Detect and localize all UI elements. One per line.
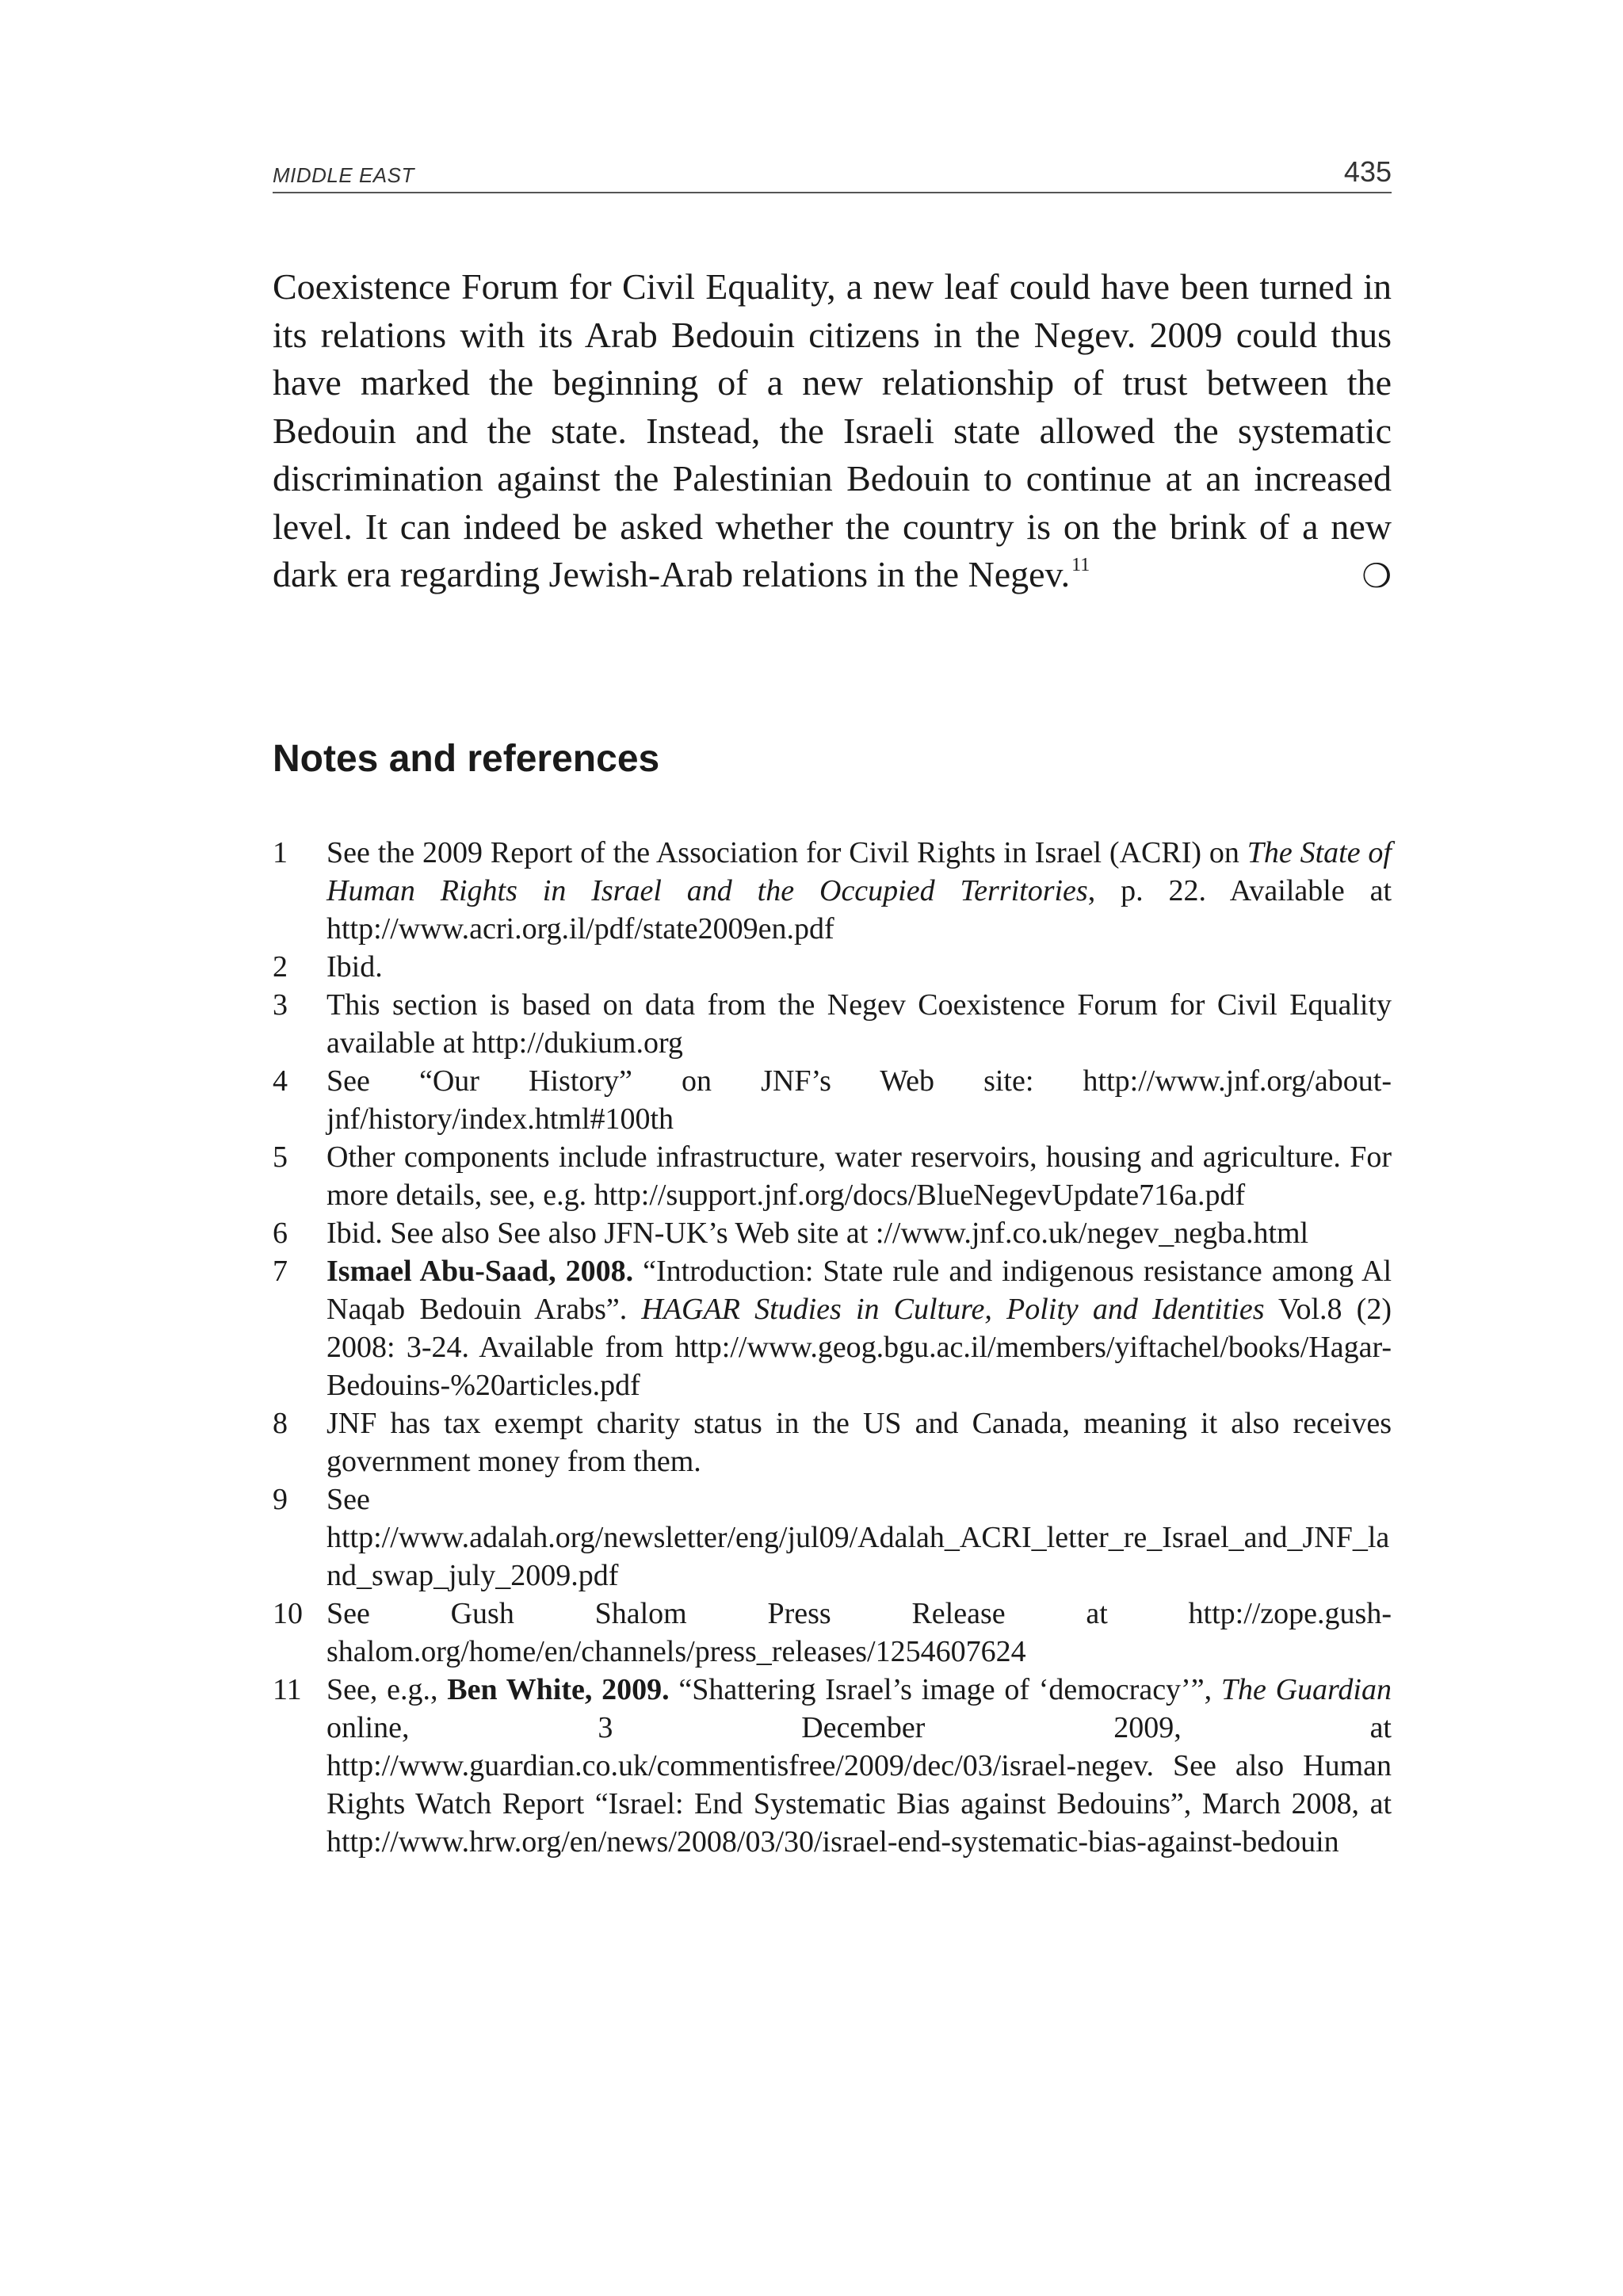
note-item: [273, 1214, 1392, 1252]
note-text: [327, 834, 1392, 948]
running-head: MIDDLE EAST: [273, 163, 414, 187]
note-journal-italic: HAGAR Studies in Culture, Polity and Identities: [641, 1293, 1265, 1326]
note-text: [327, 1252, 1392, 1404]
note-text-part: Vol.8 (2) 2008: 3-24. Available from http://www.geog.bgu.ac.il/members/yiftachel/books/Hagar-Bedouins-%20articles.pdf: [327, 1293, 1392, 1402]
note-text: This section is based on data from the Negev Coexistence Forum for Civil Equality available at http://dukium.org: [327, 988, 1392, 1060]
note-item: [273, 948, 1392, 986]
note-text: Other components include infrastructure, water reservoirs, housing and agriculture. For more details, see, e.g. http://support.jnf.org/docs/BlueNegevUpdate716a.pdf: [327, 1140, 1392, 1212]
note-title-italic: The State of Human Rights in Israel and the Occupied Territories: [327, 836, 1392, 907]
note-number: 11: [273, 1673, 302, 1706]
note-number: 6: [273, 1217, 288, 1250]
note-item: [273, 1062, 1392, 1138]
body-paragraph-text: Coexistence Forum for Civil Equality, a new leaf could have been turned in its relations with its Arab Bedouin citizens in the Negev. 2009 could thus have marked the beginning of a new relationship of trust between the Bedouin and the state. Instead, the Israeli state allowed the systematic discrimination against the Palestinian Bedouin to continue at an increased level. It can indeed be asked whether the country is on the brink of a new dark era regarding Jewish-Arab relations in the Negev.: [273, 266, 1392, 594]
note-text: See Gush Shalom Press Release at http://zope.gush-shalom.org/home/en/channels/press_releases/1254607624: [327, 1597, 1392, 1668]
note-author-bold: Ben White, 2009.: [447, 1673, 670, 1706]
note-item: [273, 1480, 1392, 1595]
note-text-part: See the 2009 Report of the Association for Civil Rights in Israel (ACRI) on: [327, 836, 1247, 869]
note-text: [327, 1671, 1392, 1861]
end-of-article-icon: ❍: [1361, 556, 1392, 595]
note-text-part: “Introduction: State rule and indigenous resistance among Al Naqab Bedouin Arabs”.: [327, 1255, 1392, 1326]
footnote-reference-link[interactable]: 11: [1071, 554, 1090, 575]
note-item: [273, 1671, 1392, 1861]
note-item: [273, 1252, 1392, 1404]
note-text-part: “Shattering Israel’s image of ‘democracy’”,: [669, 1673, 1221, 1706]
page-number: 435: [1343, 155, 1392, 188]
page-header: [273, 151, 1392, 193]
note-number: 1: [273, 836, 288, 869]
note-text: JNF has tax exempt charity status in the US and Canada, meaning it also receives government money from them.: [327, 1407, 1392, 1478]
note-number: 10: [273, 1597, 303, 1630]
note-item: [273, 1138, 1392, 1214]
note-text-part: , p. 22. Available at http://www.acri.org.il/pdf/state2009en.pdf: [327, 874, 1392, 946]
note-source-italic: The Guardian: [1220, 1673, 1392, 1706]
note-text: See “Our History” on JNF’s Web site: http://www.jnf.org/about-jnf/history/index.html#100th: [327, 1064, 1392, 1136]
note-number: 8: [273, 1407, 288, 1440]
note-number: 2: [273, 950, 288, 984]
note-item: [273, 986, 1392, 1062]
notes-list: [273, 834, 1392, 1861]
note-text: Ibid. See also See also JFN-UK’s Web site at ://www.jnf.co.uk/negev_negba.html: [327, 1217, 1309, 1250]
body-paragraph: [273, 263, 1392, 601]
note-text: Ibid.: [327, 950, 383, 984]
note-number: 7: [273, 1255, 288, 1288]
note-item: [273, 1595, 1392, 1671]
note-item: [273, 834, 1392, 948]
notes-section-title: Notes and references: [273, 738, 660, 780]
note-text-part: See, e.g.,: [327, 1673, 448, 1706]
note-text: See http://www.adalah.org/newsletter/eng/jul09/Adalah_ACRI_letter_re_Israel_and_JNF_land_swap_july_2009.pdf: [327, 1483, 1390, 1592]
note-number: 3: [273, 988, 288, 1022]
note-number: 9: [273, 1483, 288, 1516]
note-author-bold: Ismael Abu-Saad, 2008.: [327, 1255, 634, 1288]
note-number: 5: [273, 1140, 288, 1174]
note-item: [273, 1404, 1392, 1480]
note-text-part: online, 3 December 2009, at http://www.guardian.co.uk/commentisfree/2009/dec/03/israel-negev. See also Human Rights Watch Report “Israel: End Systematic Bias against Bedouins”, March 2008, at http://www.hrw.org/en/news/2008/03/30/israel-end-systematic-bias-against-bedouin: [327, 1711, 1392, 1859]
note-number: 4: [273, 1064, 288, 1098]
